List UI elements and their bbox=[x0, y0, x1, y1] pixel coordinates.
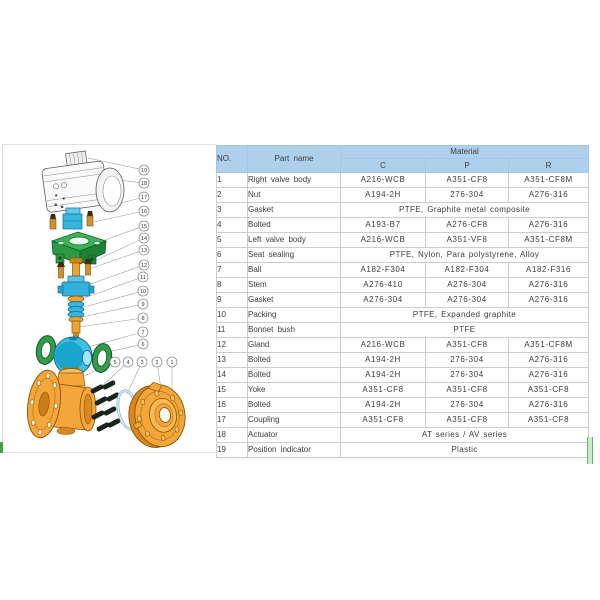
cell-material-p: A351-CF8 bbox=[426, 413, 509, 428]
cell-material-r: A276-316 bbox=[509, 353, 589, 368]
svg-text:8: 8 bbox=[141, 315, 145, 322]
cell-no: 16 bbox=[217, 398, 248, 413]
gland-part bbox=[58, 276, 94, 296]
col-header-c: C bbox=[341, 159, 426, 173]
cell-material-p: 276-304 bbox=[426, 368, 509, 383]
packing-part bbox=[68, 302, 84, 323]
cell-material-r: A276-316 bbox=[509, 368, 589, 383]
cell-material-p: A276-304 bbox=[426, 293, 509, 308]
svg-text:11: 11 bbox=[140, 274, 146, 281]
cell-material-p: 276-304 bbox=[426, 188, 509, 203]
svg-text:13: 13 bbox=[140, 247, 148, 254]
table-row bbox=[217, 413, 589, 428]
cell-material-p: A351-VF8 bbox=[426, 233, 509, 248]
selection-mark-right bbox=[587, 437, 593, 464]
callout-18 bbox=[139, 178, 149, 188]
right-valve-body-part bbox=[125, 379, 190, 451]
cell-no: 11 bbox=[217, 323, 248, 338]
cell-material-r: A182-F316 bbox=[509, 263, 589, 278]
cell-part-name: Yoke bbox=[248, 383, 341, 398]
table-row bbox=[217, 398, 589, 413]
cell-material-c: A194-2H bbox=[341, 188, 426, 203]
callout-13 bbox=[139, 245, 149, 255]
table-row bbox=[217, 263, 589, 278]
table-row bbox=[217, 188, 589, 203]
cell-material-r: A351-CF8M bbox=[509, 233, 589, 248]
cell-material-c: A216-WCB bbox=[341, 233, 426, 248]
callout-15 bbox=[139, 221, 149, 231]
cell-material-r: A276-316 bbox=[509, 293, 589, 308]
svg-text:16: 16 bbox=[140, 208, 148, 215]
cell-material-merged: PTFE, Nylon, Para polystyrene, Alloy bbox=[341, 248, 589, 263]
table-row bbox=[217, 353, 589, 368]
table-row bbox=[217, 203, 589, 218]
table-row bbox=[217, 443, 589, 458]
callout-5 bbox=[110, 357, 120, 367]
cell-no: 7 bbox=[217, 263, 248, 278]
table-row bbox=[217, 248, 589, 263]
cell-material-p: A182-F304 bbox=[426, 263, 509, 278]
cell-material-c: A351-CF8 bbox=[341, 413, 426, 428]
cell-material-merged: AT series / AV series bbox=[341, 428, 589, 443]
cell-material-merged: PTFE bbox=[341, 323, 589, 338]
col-header-r: R bbox=[509, 159, 589, 173]
table-row bbox=[217, 308, 589, 323]
cell-no: 6 bbox=[217, 248, 248, 263]
callout-3 bbox=[137, 357, 147, 367]
svg-text:7: 7 bbox=[141, 329, 145, 336]
svg-text:12: 12 bbox=[140, 262, 148, 269]
callout-17 bbox=[139, 192, 149, 202]
cell-material-c: A351-CF8 bbox=[341, 383, 426, 398]
callout-10 bbox=[138, 286, 148, 296]
cell-material-c: A216-WCB bbox=[341, 338, 426, 353]
cell-no: 3 bbox=[217, 203, 248, 218]
cell-material-r: A351-CF8M bbox=[509, 338, 589, 353]
cell-part-name: Coupling bbox=[248, 413, 341, 428]
cell-material-r: A276-316 bbox=[509, 278, 589, 293]
table-row bbox=[217, 278, 589, 293]
cell-material-p: A351-CF8 bbox=[426, 173, 509, 188]
cell-part-name: Nut bbox=[248, 188, 341, 203]
svg-text:3: 3 bbox=[140, 359, 144, 366]
cell-material-p: A276-304 bbox=[426, 278, 509, 293]
col-header-no: NO. bbox=[217, 146, 248, 173]
table-row bbox=[217, 338, 589, 353]
cell-no: 4 bbox=[217, 218, 248, 233]
table-row bbox=[217, 368, 589, 383]
svg-text:10: 10 bbox=[139, 288, 147, 295]
cell-material-c: A276-410 bbox=[341, 278, 426, 293]
cell-part-name: Bolted bbox=[248, 218, 341, 233]
callout-16 bbox=[139, 206, 149, 216]
cell-part-name: Ball bbox=[248, 263, 341, 278]
svg-text:18: 18 bbox=[140, 180, 148, 187]
cell-part-name: Seat sealing bbox=[248, 248, 341, 263]
svg-text:2: 2 bbox=[155, 359, 159, 366]
cell-part-name: Bonnet bush bbox=[248, 323, 341, 338]
cell-material-merged: PTFE, Expanded graphite bbox=[341, 308, 589, 323]
parts-table bbox=[216, 145, 589, 458]
table-row bbox=[217, 218, 589, 233]
cell-material-c: A182-F304 bbox=[341, 263, 426, 278]
svg-text:15: 15 bbox=[140, 223, 148, 230]
cell-part-name: Gasket bbox=[248, 293, 341, 308]
cell-no: 1 bbox=[217, 173, 248, 188]
table-row bbox=[217, 323, 589, 338]
cell-part-name: Gland bbox=[248, 338, 341, 353]
cell-material-c: A216-WCB bbox=[341, 173, 426, 188]
cell-no: 13 bbox=[217, 353, 248, 368]
col-header-part-name: Part name bbox=[248, 146, 341, 173]
cell-material-r: A276-316 bbox=[509, 188, 589, 203]
col-header-material: Material bbox=[341, 146, 589, 159]
cell-no: 18 bbox=[217, 428, 248, 443]
callout-9 bbox=[138, 299, 148, 309]
callout-14 bbox=[139, 233, 149, 243]
col-header-p: P bbox=[426, 159, 509, 173]
callout-12 bbox=[139, 260, 149, 270]
table-row bbox=[217, 293, 589, 308]
cell-material-r: A276-316 bbox=[509, 218, 589, 233]
table-row bbox=[217, 233, 589, 248]
cell-no: 9 bbox=[217, 293, 248, 308]
svg-text:19: 19 bbox=[140, 167, 148, 174]
cell-part-name: Stem bbox=[248, 278, 341, 293]
cell-no: 2 bbox=[217, 188, 248, 203]
cell-no: 19 bbox=[217, 443, 248, 458]
callout-2 bbox=[152, 357, 162, 367]
cell-material-c: A194-2H bbox=[341, 368, 426, 383]
cell-no: 10 bbox=[217, 308, 248, 323]
cell-no: 17 bbox=[217, 413, 248, 428]
callout-11 bbox=[138, 272, 148, 282]
cell-material-p: A351-CF8 bbox=[426, 338, 509, 353]
cell-material-r: A276-316 bbox=[509, 398, 589, 413]
table-row bbox=[217, 428, 589, 443]
cell-no: 5 bbox=[217, 233, 248, 248]
table-row bbox=[217, 383, 589, 398]
cell-material-c: A193-B7 bbox=[341, 218, 426, 233]
svg-text:9: 9 bbox=[141, 301, 145, 308]
cell-material-merged: Plastic bbox=[341, 443, 589, 458]
svg-text:4: 4 bbox=[126, 359, 130, 366]
svg-text:14: 14 bbox=[140, 235, 148, 242]
cell-material-merged: PTFE, Graphite metal composite bbox=[341, 203, 589, 218]
cell-part-name: Position indicator bbox=[248, 443, 341, 458]
cell-part-name: Bolted bbox=[248, 368, 341, 383]
cell-material-c: A194-2H bbox=[341, 398, 426, 413]
cell-material-p: 276-304 bbox=[426, 353, 509, 368]
cell-part-name: Actuator bbox=[248, 428, 341, 443]
cell-part-name: Bolted bbox=[248, 353, 341, 368]
bonnet-bush-part bbox=[68, 296, 84, 302]
svg-text:6: 6 bbox=[141, 341, 145, 348]
cell-material-c: A276-304 bbox=[341, 293, 426, 308]
callout-1 bbox=[167, 357, 177, 367]
callout-8 bbox=[138, 313, 148, 323]
cell-material-r: A351-CF8 bbox=[509, 383, 589, 398]
cell-part-name: Bolted bbox=[248, 398, 341, 413]
cell-no: 15 bbox=[217, 383, 248, 398]
cell-no: 12 bbox=[217, 338, 248, 353]
cell-material-r: A351-CF8M bbox=[509, 173, 589, 188]
cell-material-c: A194-2H bbox=[341, 353, 426, 368]
cell-part-name: Packing bbox=[248, 308, 341, 323]
cell-material-p: A351-CF8 bbox=[426, 383, 509, 398]
svg-text:5: 5 bbox=[113, 359, 117, 366]
seat-ring-part bbox=[90, 342, 117, 374]
callout-4 bbox=[123, 357, 133, 367]
actuator-part bbox=[40, 149, 124, 213]
left-valve-body-part bbox=[23, 367, 96, 440]
cell-part-name: Gasket bbox=[248, 203, 341, 218]
valve-exploded-diagram bbox=[0, 140, 216, 460]
table-row bbox=[217, 173, 589, 188]
coupling-part bbox=[63, 208, 82, 229]
cell-material-p: A276-CF8 bbox=[426, 218, 509, 233]
svg-text:1: 1 bbox=[170, 359, 174, 366]
callout-7 bbox=[138, 327, 148, 337]
svg-text:17: 17 bbox=[140, 194, 148, 201]
cell-no: 8 bbox=[217, 278, 248, 293]
cell-material-p: 276-304 bbox=[426, 398, 509, 413]
selection-mark-left bbox=[0, 442, 3, 453]
cell-no: 14 bbox=[217, 368, 248, 383]
callout-19 bbox=[139, 165, 149, 175]
cell-material-r: A351-CF8 bbox=[509, 413, 589, 428]
callout-6 bbox=[138, 339, 148, 349]
cell-part-name: Right valve body bbox=[248, 173, 341, 188]
cell-part-name: Left valve body bbox=[248, 233, 341, 248]
